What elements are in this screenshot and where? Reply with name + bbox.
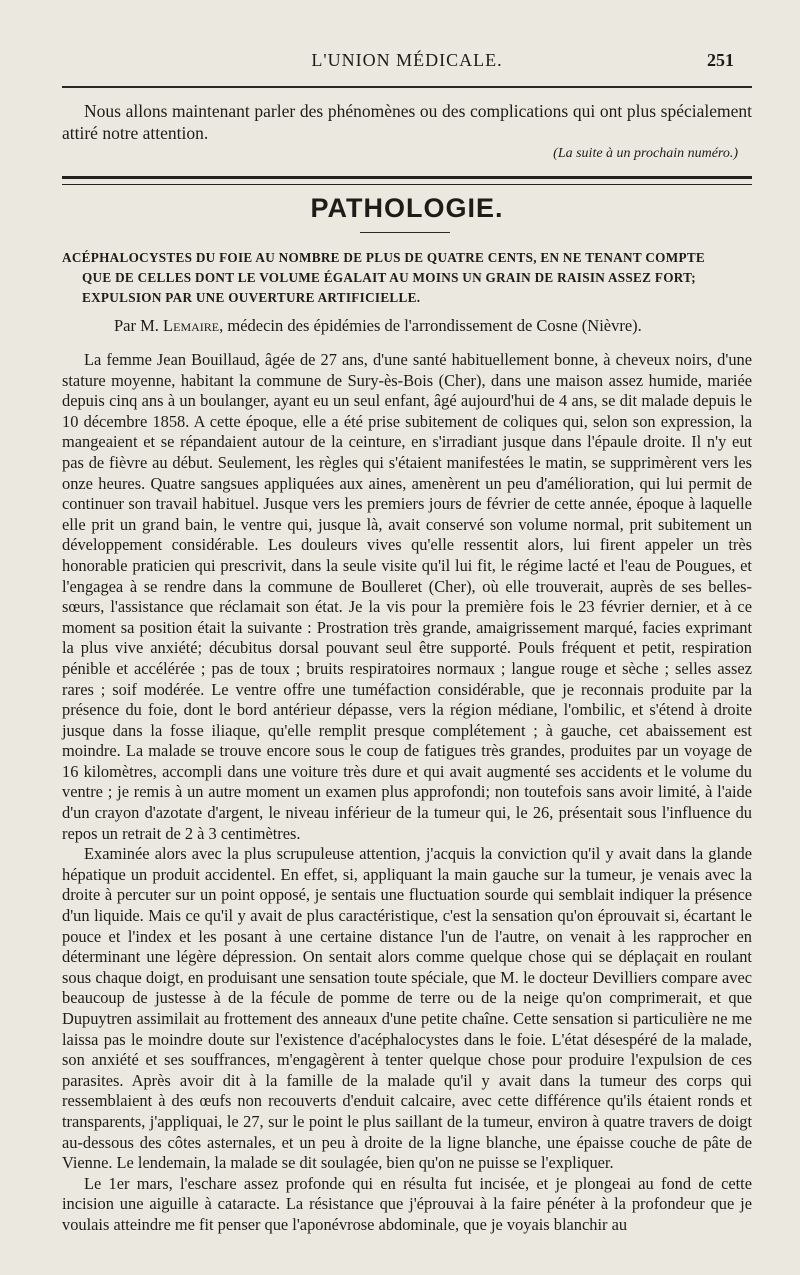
page-number: 251 xyxy=(707,50,734,70)
author-name: Lemaire xyxy=(163,316,220,335)
section-title-rule xyxy=(360,232,450,233)
body-paragraph: La femme Jean Bouillaud, âgée de 27 ans, d'une santé habituellement bonne, à cheveux noirs, d'une stature moyenne, habitant la commune de Sury-ès-Bois (Cher), dans une maison assez humide, mariée depuis cinq ans à un boulanger, ayant eu un seul enfant, âgé aujourd'hui de 4 ans, se dit malade depuis le 10 décembre 1858. A cette époque, elle a été prise subitement de coliques qui, selon son expression, la mangeaient et se répandaient autour de la ceinture, en s'irradiant jusque dans l'épaule droite. Il n'y eut pas de fièvre au début. Seulement, les règles qui s'étaient manifestées le matin, se supprimèrent vers les onze heures. Quatre sangsues appliquées aux aines, amenèrent un peu d'amélioration, qui lui permit de continuer son travail habituel. Jusque vers les premiers jours de février de cette année, époque à laquelle elle prit un grand bain, le ventre qui, jusque là, avait conservé son volume normal, prit subitement un développement considérable. Les douleurs vives qu'elle ressentit alors, lui firent appeler un très honorable praticien qui prescrivit, dans la seule visite qu'il lui fit, le régime lacté et l'eau de Pougues, et l'engagea à se rendre dans la commune de Boulleret (Cher), où elle trouverait, auprès de ses belles-sœurs, l'assistance que réclamait son état. Je la vis pour la première fois le 23 février dernier, et à ce moment sa position était la suivante : Prostration très grande, amaigrissement marqué, facies exprimant la plus vive anxiété; décubitus dorsal pouvant seul être supporté. Pouls fréquent et petit, respiration pénible et accélérée ; pas de toux ; bruits respiratoires normaux ; langue rouge et sèche ; selles assez rares ; soif modérée. Le ventre offre une tuméfaction considérable, que je reconnais produite par la présence du foie, dont le bord antérieur dépasse, vers la région médiane, l'ombilic, et s'étend à droite jusque dans la fosse iliaque, qu'elle remplit presque complétement ; à gauche, cet abaissement est moindre. La malade se trouve encore sous le coup de fatigues très grandes, produites par un voyage de 16 kilomètres, accompli dans une voiture très dure et qui avait augmenté ses accidents et le volume du ventre ; je remis à un autre moment un examen plus approfondi; non toutefois sans avoir limité, à l'aide d'un crayon d'azotate d'argent, le niveau inférieur de la tumeur qui, le 26, présentait sous l'influence du repos un retrait de 2 à 3 centimètres. xyxy=(62,350,752,843)
journal-title: L'UNION MÉDICALE. xyxy=(311,50,503,70)
running-header xyxy=(62,50,752,76)
section-divider xyxy=(62,176,752,185)
author-line xyxy=(62,316,752,336)
author-prefix: Par M. xyxy=(114,316,159,335)
article-title xyxy=(62,248,752,308)
author-affiliation: , médecin des épidémies de l'arrondissement de Cosne (Nièvre). xyxy=(219,316,642,335)
section-title: PATHOLOGIE. xyxy=(310,193,504,223)
article-title-line-3: EXPULSION PAR UNE OUVERTURE ARTIFICIELLE. xyxy=(82,290,421,305)
body-paragraph: Le 1er mars, l'eschare assez profonde qui en résulta fut incisée, et je plongeai au fond de cette incision une aiguille à cataracte. La résistance que j'éprouvai à la faire pénéter à la profondeur que je voulais atteindre me fit penser que l'aponévrose abdominale, que je voyais blanchir au xyxy=(62,1173,752,1234)
body-paragraph: Examinée alors avec la plus scrupuleuse attention, j'acquis la conviction qu'il y avait dans la glande hépatique un produit accidentel. En effet, si, appliquant la main gauche sur la tumeur, je venais avec la droite à percuter sur un point opposé, je sentais une fluctuation sourde qui semblait indiquer la présence d'un liquide. Mais ce qu'il y avait de plus caractéristique, c'est la sensation qu'on éprouvait si, écartant le pouce et l'index et les posant à une certaine distance l'un de l'autre, on venait à les rapprocher en déterminant une légère dépression. On sentait alors comme quelque chose qui se déplaçait en roulant sous chaque doigt, en produisant une sensation toute spéciale, que M. le docteur Devilliers compare avec beaucoup de justesse à de la fécule de pomme de terre ou de la neige qu'on comprimerait, et que Dupuytren assimilait au frottement des anneaux d'une petite chaîne. Cette sensation si particulière ne me laissa pas le moindre doute sur l'existence d'acéphalocystes dans le foie. L'état désespéré de la malade, son anxiété et ses souffrances, m'engagèrent à tenter quelque chose pour produire l'expulsion de ces parasites. Après avoir dit à la famille de la malade qu'il y avait dans la tumeur des corps qui ressemblaient à des œufs non recouverts d'enduit calcaire, avec cette différence qu'ils étaient ronds et transparents, j'appliquai, le 27, sur le point le plus saillant de la tumeur, environ à quatre travers de doigt au-dessous des côtes asternales, et un peu à droite de la ligne blanche, une épaisse couche de pâte de Vienne. Le lendemain, la malade se dit soulagée, bien qu'on ne puisse se l'expliquer. xyxy=(62,844,752,1173)
intro-paragraph: Nous allons maintenant parler des phénomènes ou des complications qui ont plus spécialement attiré notre attention. xyxy=(62,101,752,143)
header-rule xyxy=(62,86,752,88)
article-title-line-2: QUE DE CELLES DONT LE VOLUME ÉGALAIT AU MOINS UN GRAIN DE RAISIN ASSEZ FORT; xyxy=(82,270,696,285)
article-title-line-1: ACÉPHALOCYSTES DU FOIE AU NOMBRE DE PLUS DE QUATRE CENTS, EN NE TENANT COMPTE xyxy=(62,250,706,265)
continuation-note: (La suite à un prochain numéro.) xyxy=(553,146,738,161)
article-body xyxy=(62,350,752,1236)
